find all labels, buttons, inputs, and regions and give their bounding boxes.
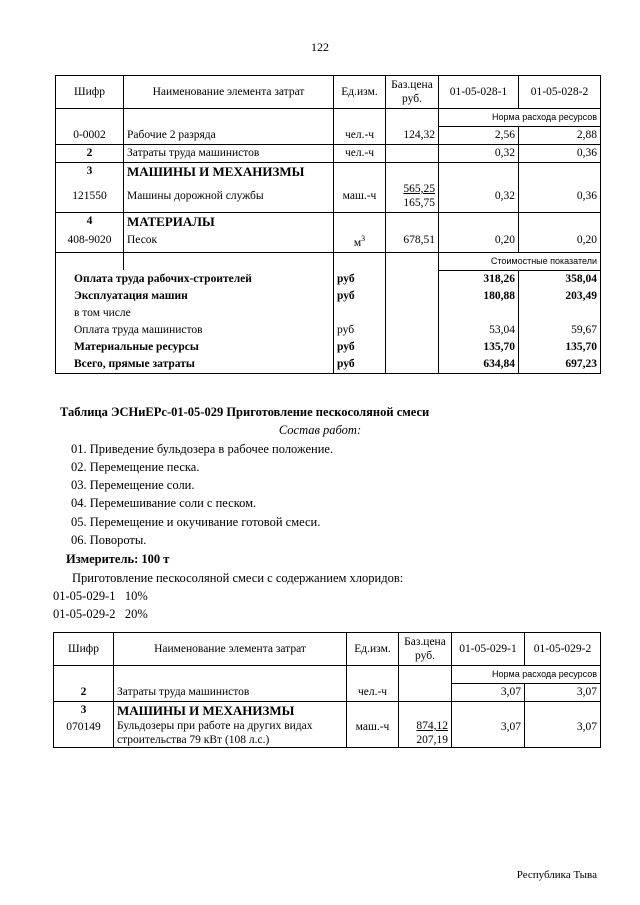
table-row: 3 МАШИНЫ И МЕХАНИЗМЫ: [56, 163, 601, 181]
section-title: Таблица ЭСНиЕРс-01-05-029 Приготовление пескосоляной смеси: [60, 405, 430, 419]
table-row: в том числе: [56, 305, 601, 322]
table-row: 070149 Бульдозеры при работе на других видах строительства 79 кВт (108 л.с.) маш.-ч 874,12 207,19 3,07 3,07: [54, 719, 601, 748]
table-row: Материальные ресурсы руб 135,70 135,70: [56, 339, 601, 356]
table-row: 0-0002 Рабочие 2 разряда чел.-ч 124,32 2,56 2,88: [56, 127, 601, 145]
preparation-text: Приготовление пескосоляной смеси с содержанием хлоридов:: [72, 571, 404, 585]
table-row: 2 Затраты труда машинистов чел.-ч 0,32 0,36: [56, 145, 601, 163]
operation-item: 04. Перемешивание соли с песком.: [71, 496, 257, 510]
norm-label: Норма расхода ресурсов: [439, 109, 601, 127]
table-row: Оплата труда рабочих-строителей руб 318,26 358,04: [56, 270, 601, 288]
table-row: 3 МАШИНЫ И МЕХАНИЗМЫ: [54, 702, 601, 720]
table-row: Всего, прямые затраты руб 634,84 697,23: [56, 356, 601, 374]
operation-item: 02. Перемещение песка.: [71, 460, 200, 474]
header-col1: 01-05-029-1: [452, 633, 525, 666]
code-variant: 01-05-029-2 20%: [53, 607, 148, 621]
header-col2: 01-05-028-2: [519, 76, 601, 109]
header-price: Баз.цена руб.: [386, 76, 439, 109]
header-col1: 01-05-028-1: [439, 76, 519, 109]
operation-item: 06. Повороты.: [71, 533, 147, 547]
header-unit: Ед.изм.: [347, 633, 399, 666]
page-number: 122: [311, 40, 329, 54]
table-row: 121550 Машины дорожной службы маш.-ч 565,25 165,75 0,32 0,36: [56, 180, 601, 213]
table-row: 2 Затраты труда машинистов чел.-ч 3,07 3,07: [54, 684, 601, 702]
table-row: Оплата труда машинистов руб 53,04 59,67: [56, 322, 601, 339]
header-code: Шифр: [56, 76, 124, 109]
header-unit: Ед.изм.: [334, 76, 386, 109]
code-variant: 01-05-029-1 10%: [53, 589, 148, 603]
header-code: Шифр: [54, 633, 114, 666]
header-col2: 01-05-029-2: [525, 633, 601, 666]
resource-table-2: [53, 632, 601, 748]
operation-item: 05. Перемещение и окучивание готовой смеси.: [71, 515, 321, 529]
resource-table-1: [55, 75, 601, 374]
header-name: Наименование элемента затрат: [124, 76, 334, 109]
operation-item: 01. Приведение бульдозера в рабочее положение.: [71, 442, 334, 456]
header-name: Наименование элемента затрат: [114, 633, 347, 666]
measure-label: Измеритель: 100 т: [66, 552, 170, 566]
norm-label: Норма расхода ресурсов: [452, 666, 601, 684]
table-row: Эксплуатация машин руб 180,88 203,49: [56, 288, 601, 305]
cost-label: Стоимостные показатели: [439, 252, 601, 270]
section-subtitle: Состав работ:: [278, 423, 362, 437]
table-row: 4 МАТЕРИАЛЫ: [56, 213, 601, 231]
operation-item: 03. Перемещение соли.: [71, 478, 195, 492]
footer-region: Республика Тыва: [516, 869, 597, 881]
table-row: 408-9020 Песок $м^3$ 678,51 0,20 0,20: [56, 230, 601, 252]
header-price: Баз.цена руб.: [399, 633, 452, 666]
